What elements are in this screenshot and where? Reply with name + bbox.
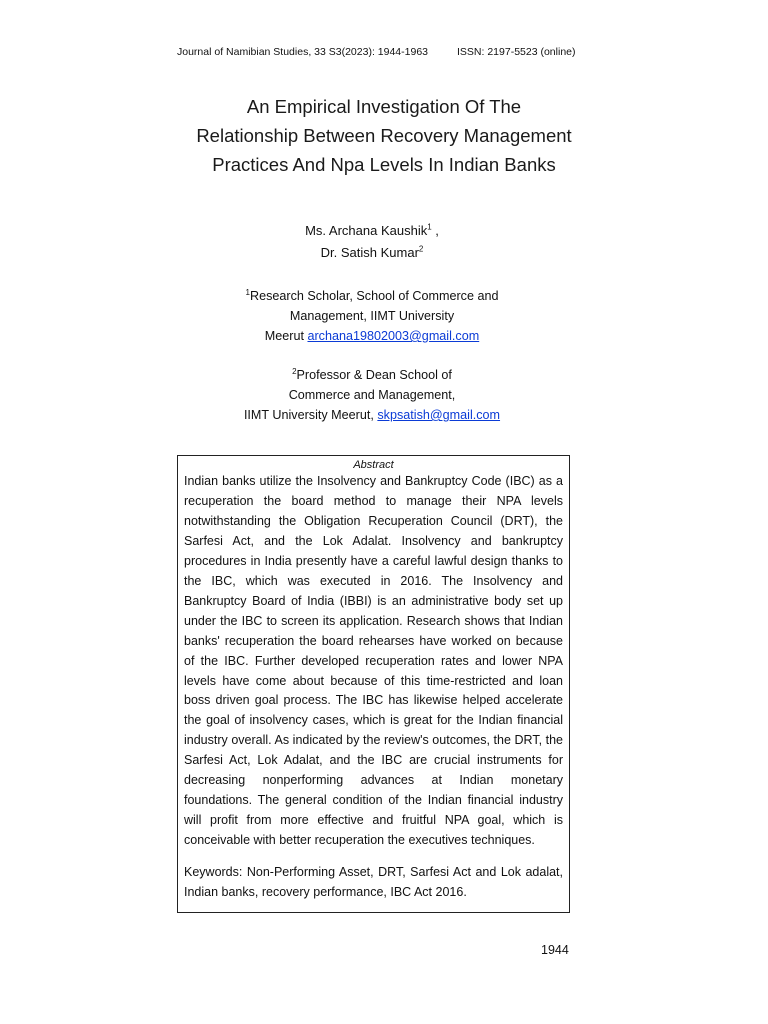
affiliation-marker: 2 bbox=[292, 366, 297, 376]
page-number: 1944 bbox=[541, 943, 569, 957]
affiliation-marker: 2 bbox=[418, 244, 424, 254]
affiliation-text: IIMT University Meerut, bbox=[243, 408, 378, 422]
author-name: Ms. Archana Kaushik bbox=[305, 223, 428, 238]
keywords-text: Non-Performing Asset, DRT, Sarfesi Act and Lok adalat, Indian banks, recovery performance, IBC Act 2016. bbox=[184, 865, 563, 900]
paper-title bbox=[0, 92, 768, 179]
journal-citation: Journal of Namibian Studies, 33 S3(2023): 1944-1963 bbox=[177, 46, 428, 58]
affiliation-marker: 1 bbox=[245, 287, 250, 297]
email-link-author-1[interactable]: archana19802003@gmail.com bbox=[307, 329, 480, 343]
author-1 bbox=[0, 220, 744, 242]
issn: ISSN: 2197-5523 (online) bbox=[457, 46, 576, 58]
abstract-box bbox=[177, 455, 570, 913]
keywords-label: Keywords: bbox=[184, 865, 243, 880]
affiliation-text: Research Scholar, School of Commerce and bbox=[249, 289, 499, 303]
title-line: Relationship Between Recovery Management bbox=[196, 125, 572, 146]
affiliation-marker: 1 bbox=[427, 222, 432, 232]
author-separator: , bbox=[431, 223, 439, 238]
email-link-author-2[interactable]: skpsatish@gmail.com bbox=[377, 408, 501, 422]
abstract-heading: Abstract bbox=[353, 459, 394, 471]
abstract-body: Indian banks utilize the Insolvency and Bankruptcy Code (IBC) as a recuperation the board method to manage their NPA levels notwithstanding the Obligation Recuperation Council (DRT), the Sarfesi Act, and the Lok Adalat. Insolvency and bankruptcy procedures in India presently have a careful lawful design thanks to the IBC, which was executed in 2016. The Insolvency and Bankruptcy Board of India (IBBI) is an administrative body set up under the IBC to screen its application. Research shows that Indian banks' recuperation the board rehearses have worked on because of the IBC. Further developed recuperation rates and lower NPA levels have come about because of this time-restricted and loan boss driven goal process. The IBC has likewise helped accelerate the goal of insolvency cases, which is great for the Indian financial industry overall. As indicated by the review's outcomes, the DRT, the Sarfesi Act, Lok Adalat, and the IBC are crucial instruments for decreasing nonperforming advances at Indian monetary foundations. The general condition of the Indian financial industry will profit from more effective and fruitful NPA goal, which is conceivable with better recuperation the executives techniques. bbox=[184, 474, 563, 848]
title-line: An Empirical Investigation Of The bbox=[246, 96, 522, 117]
affiliation-text: Commerce and Management, bbox=[288, 388, 456, 402]
title-line: Practices And Npa Levels In Indian Banks bbox=[212, 154, 556, 175]
affiliation-text: Meerut bbox=[264, 329, 308, 343]
affiliation-2 bbox=[0, 365, 744, 425]
keywords bbox=[184, 863, 563, 903]
author-name: Dr. Satish Kumar bbox=[320, 245, 419, 260]
affiliation-text: Management, IIMT University bbox=[289, 309, 455, 323]
running-header bbox=[177, 46, 577, 58]
author-2 bbox=[0, 242, 744, 264]
affiliation-text: Professor & Dean School of bbox=[296, 368, 452, 382]
affiliation-1 bbox=[0, 286, 744, 346]
author-list bbox=[0, 220, 744, 264]
